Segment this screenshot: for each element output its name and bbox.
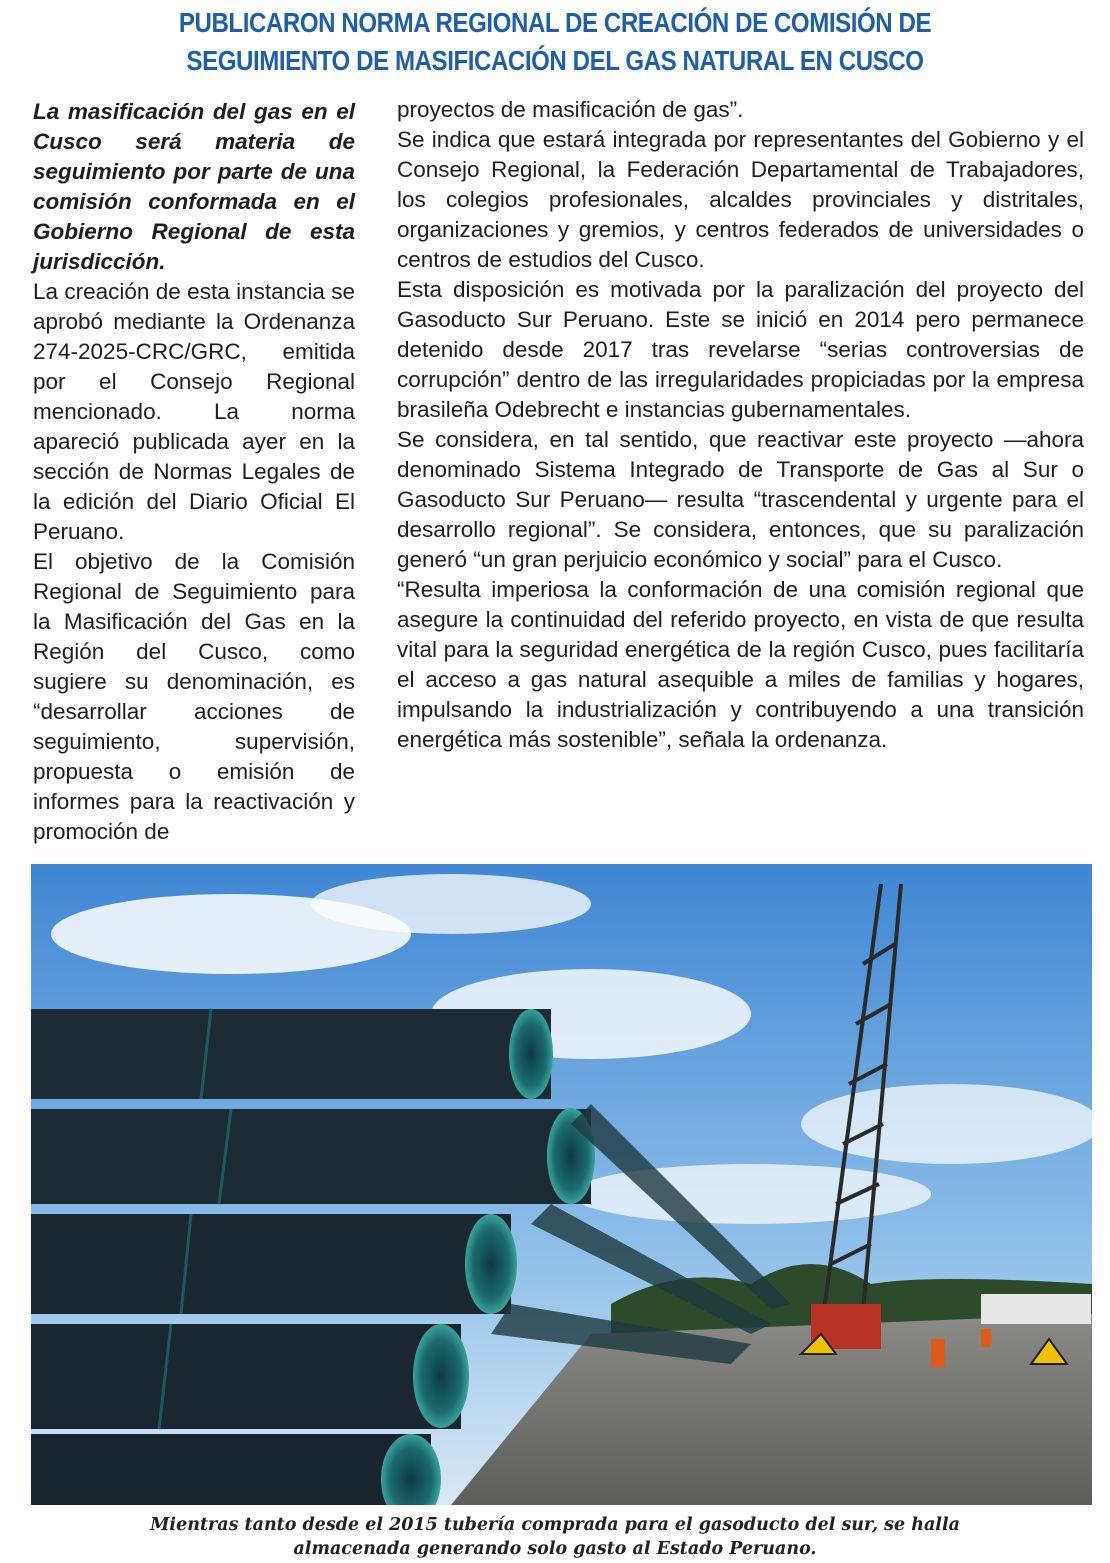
- caption-line-1: Mientras tanto desde el 2015 tubería comprada para el gasoducto del sur, se halla: [150, 1515, 960, 1535]
- right-continuation: proyectos de masificación de gas”.: [397, 97, 744, 122]
- pipeline-photo: [31, 864, 1092, 1505]
- headline-line-1: PUBLICARON NORMA REGIONAL DE CREACIÓN DE COMISIÓN DE: [178, 7, 932, 38]
- right-column: [397, 95, 1084, 755]
- right-paragraph-3: Se considera, en tal sentido, que reactivar este proyecto —ahora denominado Sistema Integrado de Transporte de Gas al Sur o Gasoducto Sur Peruano— resulta “trascendental y urgente para el desarrollo regional”. Se considera, entonces, que su paralización generó “un gran perjuicio económico y social” para el Cusco.: [397, 427, 1084, 572]
- left-paragraph-1: La creación de esta instancia se aprobó mediante la Ordenanza 274-2025-CRC/GRC, emitida por el Consejo Regional mencionado. La norma apareció publicada ayer en la sección de Normas Legales de la edición del Diario Oficial El Peruano.: [33, 279, 355, 544]
- headline: [78, 4, 1033, 80]
- photo-caption: [0, 1513, 1110, 1561]
- left-column: [33, 97, 355, 847]
- right-paragraph-1: Se indica que estará integrada por representantes del Gobierno y el Consejo Regional, la Federación Departamental de Trabajadores, los colegios profesionales, alcaldes provinciales y distritales, organizaciones y gremios, y centros federados de universidades o centros de estudios del Cusco.: [397, 127, 1084, 272]
- lead-paragraph: La masificación del gas en el Cusco será materia de seguimiento por parte de una comisión conformada en el Gobierno Regional de esta jurisdicción.: [33, 99, 355, 274]
- right-paragraph-4: “Resulta imperiosa la conformación de una comisión regional que asegure la continuidad del referido proyecto, en vista de que resulta vital para la seguridad energética de la región Cusco, pues facilitaría el acceso a gas natural asequible a miles de familias y hogares, impulsando la industrialización y contribuyendo a una transición energética más sostenible”, señala la ordenanza.: [397, 577, 1084, 752]
- right-paragraph-2: Esta disposición es motivada por la paralización del proyecto del Gasoducto Sur Peruano. Este se inició en 2014 pero permanece detenido desde 2017 tras revelarse “serias controversias de corrupción” dentro de las irregularidades propiciadas por la empresa brasileña Odebrecht e instancias gubernamentales.: [397, 277, 1084, 422]
- headline-line-2: SEGUIMIENTO DE MASIFICACIÓN DEL GAS NATURAL EN CUSCO: [186, 45, 924, 76]
- caption-line-2: almacenada generando solo gasto al Estado Peruano.: [293, 1539, 817, 1559]
- pipeline-photo-illustration: [31, 864, 1092, 1505]
- left-paragraph-2: El objetivo de la Comisión Regional de Seguimiento para la Masificación del Gas en la Región del Cusco, como sugiere su denominación, es “desarrollar acciones de seguimiento, supervisión, propuesta o emisión de informes para la reactivación y promoción de: [33, 549, 355, 844]
